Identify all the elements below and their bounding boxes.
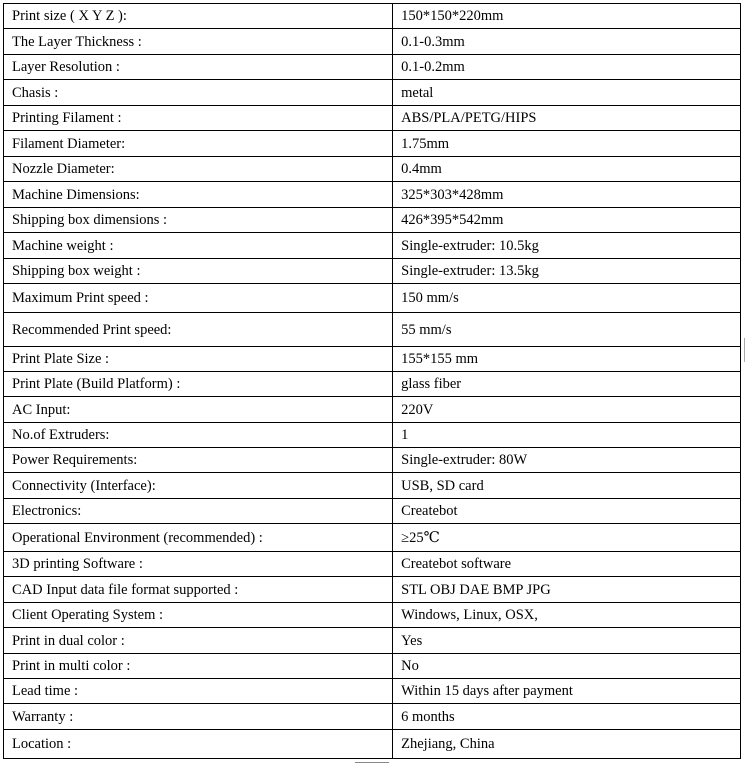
spec-row <box>4 131 741 157</box>
spec-table-body <box>4 4 741 759</box>
spec-value: STL OBJ DAE BMP JPG <box>393 577 741 603</box>
spec-row <box>4 499 741 524</box>
spec-value: Zhejiang, China <box>393 730 741 759</box>
spec-label: Maximum Print speed : <box>4 284 393 313</box>
spec-value: 0.1-0.3mm <box>393 29 741 55</box>
spec-row <box>4 679 741 704</box>
spec-label: Printing Filament : <box>4 106 393 131</box>
spec-value: 0.1-0.2mm <box>393 55 741 80</box>
spec-value: 55 mm/s <box>393 313 741 347</box>
spec-value: 150*150*220mm <box>393 4 741 29</box>
spec-label: Electronics: <box>4 499 393 524</box>
spec-value: glass fiber <box>393 372 741 397</box>
spec-label: Lead time : <box>4 679 393 704</box>
spec-row <box>4 284 741 313</box>
spec-value: Windows, Linux, OSX, <box>393 603 741 628</box>
spec-row <box>4 603 741 628</box>
spec-label: Client Operating System : <box>4 603 393 628</box>
spec-value: Single-extruder: 13.5kg <box>393 259 741 284</box>
spec-value: USB, SD card <box>393 473 741 499</box>
spec-row <box>4 730 741 759</box>
spec-label: No.of Extruders: <box>4 423 393 448</box>
spec-value: Single-extruder: 80W <box>393 448 741 473</box>
spec-label: Operational Environment (recommended) : <box>4 524 393 552</box>
spec-row <box>4 233 741 259</box>
spec-value: 150 mm/s <box>393 284 741 313</box>
spec-row <box>4 423 741 448</box>
spec-label: Print size ( X Y Z ): <box>4 4 393 29</box>
spec-value: Within 15 days after payment <box>393 679 741 704</box>
spec-row <box>4 313 741 347</box>
spec-label: AC Input: <box>4 397 393 423</box>
spec-value: 155*155 mm <box>393 347 741 372</box>
spec-row <box>4 397 741 423</box>
spec-label: Shipping box dimensions : <box>4 208 393 233</box>
spec-value: 220V <box>393 397 741 423</box>
bottom-divider-mark <box>355 762 389 763</box>
spec-value: 325*303*428mm <box>393 182 741 208</box>
spec-label: Layer Resolution : <box>4 55 393 80</box>
spec-label: Filament Diameter: <box>4 131 393 157</box>
spec-label: Shipping box weight : <box>4 259 393 284</box>
spec-value: metal <box>393 80 741 106</box>
spec-value: ABS/PLA/PETG/HIPS <box>393 106 741 131</box>
spec-value: 0.4mm <box>393 157 741 182</box>
spec-value: 1 <box>393 423 741 448</box>
spec-value: 6 months <box>393 704 741 730</box>
spec-label: Nozzle Diameter: <box>4 157 393 182</box>
spec-label: Warranty : <box>4 704 393 730</box>
spec-row <box>4 628 741 654</box>
side-divider-mark <box>744 338 745 362</box>
spec-value: No <box>393 654 741 679</box>
spec-row <box>4 704 741 730</box>
spec-label: Connectivity (Interface): <box>4 473 393 499</box>
spec-row <box>4 55 741 80</box>
spec-row <box>4 347 741 372</box>
spec-label: Print Plate (Build Platform) : <box>4 372 393 397</box>
spec-row <box>4 259 741 284</box>
spec-label: Location : <box>4 730 393 759</box>
spec-value: ≥25℃ <box>393 524 741 552</box>
spec-row <box>4 448 741 473</box>
spec-value: Yes <box>393 628 741 654</box>
spec-row <box>4 372 741 397</box>
spec-value: Single-extruder: 10.5kg <box>393 233 741 259</box>
spec-label: Print in dual color : <box>4 628 393 654</box>
spec-value: 426*395*542mm <box>393 208 741 233</box>
spec-row <box>4 157 741 182</box>
spec-row <box>4 473 741 499</box>
spec-label: 3D printing Software : <box>4 552 393 577</box>
spec-label: Power Requirements: <box>4 448 393 473</box>
spec-row <box>4 4 741 29</box>
spec-row <box>4 524 741 552</box>
spec-row <box>4 80 741 106</box>
spec-row <box>4 182 741 208</box>
spec-row <box>4 577 741 603</box>
spec-label: Machine Dimensions: <box>4 182 393 208</box>
spec-row <box>4 654 741 679</box>
spec-row <box>4 106 741 131</box>
spec-row <box>4 552 741 577</box>
spec-label: The Layer Thickness : <box>4 29 393 55</box>
spec-label: CAD Input data file format supported : <box>4 577 393 603</box>
spec-label: Recommended Print speed: <box>4 313 393 347</box>
spec-value: Createbot software <box>393 552 741 577</box>
spec-value: 1.75mm <box>393 131 741 157</box>
spec-row <box>4 29 741 55</box>
spec-label: Print in multi color : <box>4 654 393 679</box>
spec-table <box>3 3 741 759</box>
spec-label: Print Plate Size : <box>4 347 393 372</box>
spec-value: Createbot <box>393 499 741 524</box>
spec-row <box>4 208 741 233</box>
spec-label: Machine weight : <box>4 233 393 259</box>
spec-label: Chasis : <box>4 80 393 106</box>
